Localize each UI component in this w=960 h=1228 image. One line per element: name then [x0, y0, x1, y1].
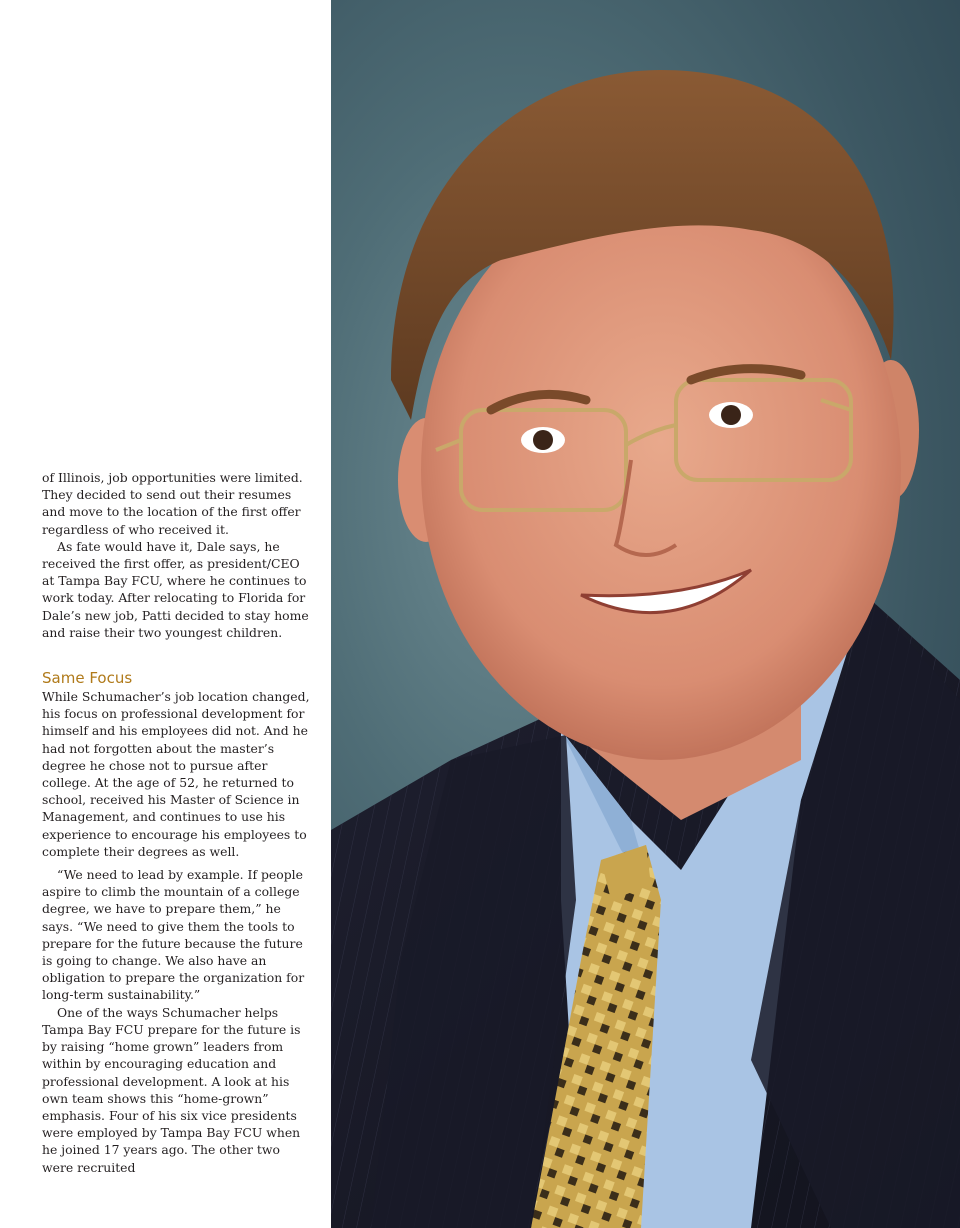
article-paragraph: One of the ways Schumacher helps Tampa Bay FCU prepare for the future is by raising “home grown” leaders from within by encouraging education and professional development. A look at his own team shows this “home-grown” emphasis. Four of his six vice presidents were employed by Tampa Bay FCU when he joined 17 years ago. The other two were recruited: [42, 1004, 301, 1175]
portrait-illustration: [331, 0, 960, 1228]
portrait-photo: [331, 0, 960, 1228]
article-paragraph: While Schumacher’s job location changed, his focus on professional development for himself and his employees did not. And he had not forgotten about the master’s degree he chose not to pursue after college. At the age of 52, he returned to school, received his Master of Science in Management, and continues to use his experience to encourage his employees to complete their degrees as well.: [42, 689, 310, 859]
article-paragraph: As fate would have it, Dale says, he received the first offer, as president/CEO at Tampa Bay FCU, where he continues to work today. After relocating to Florida for Dale’s new job, Patti decided to stay home and raise their two youngest children.: [42, 538, 309, 640]
article-paragraph: of Illinois, job opportunities were limited. They decided to send out their resumes and move to the location of the first offer regardless of who received it.: [42, 470, 303, 537]
article-text-column: [42, 469, 310, 1176]
article-paragraph: “We need to lead by example. If people aspire to climb the mountain of a college degree, we have to prepare them,” he says. “We need to give them the tools to prepare for the future because the future is going to change. We also have an obligation to prepare the organization for long-term sustainability.”: [42, 867, 305, 1003]
section-heading: Same Focus: [42, 669, 133, 688]
